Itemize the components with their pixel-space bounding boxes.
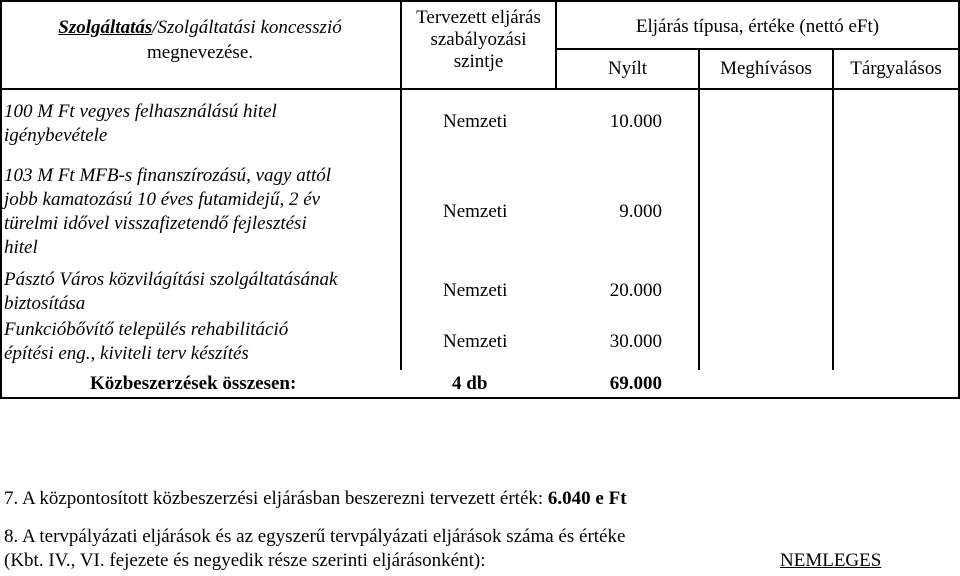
header-procedure-level bbox=[402, 7, 555, 73]
row-name-line: Pásztó Város közvilágítási szolgáltatásának bbox=[4, 269, 338, 290]
summary-label: Közbeszerzések összesen: bbox=[90, 373, 297, 394]
summary-total: 69.000 bbox=[609, 373, 662, 394]
row-name-line: hitel bbox=[4, 237, 38, 258]
table-row-name bbox=[4, 164, 331, 260]
header-service-label: Szolgáltatás bbox=[58, 17, 153, 38]
paragraph-7-text: 7. A központosított közbeszerzési eljárásban beszerezni tervezett érték: bbox=[4, 488, 548, 509]
row-value: 20.000 bbox=[609, 280, 662, 301]
row-level: Nemzeti bbox=[443, 331, 508, 352]
header-procedure-level-line2: szabályozási bbox=[430, 29, 527, 50]
paragraph-8-line1: 8. A tervpályázati eljárások és az egyszerű tervpályázati eljárások száma és értéke bbox=[4, 526, 626, 547]
row-level: Nemzeti bbox=[443, 280, 508, 301]
header-service-name-line2: megnevezése. bbox=[146, 42, 254, 63]
header-concession-label: /Szolgáltatási koncesszió bbox=[152, 17, 342, 38]
row-name-line: építési eng., kiviteli terv készítés bbox=[4, 343, 249, 364]
paragraph-8-value: NEMLEGES bbox=[780, 550, 882, 571]
table-row-name bbox=[4, 318, 288, 366]
header-procedure-level-line3: szintje bbox=[453, 51, 504, 72]
header-service-name bbox=[0, 17, 400, 39]
table-row-name bbox=[4, 268, 337, 316]
table-row-name bbox=[4, 100, 277, 148]
row-level: Nemzeti bbox=[443, 111, 508, 132]
row-name-line: igénybevétele bbox=[4, 125, 108, 146]
header-sub-meghivasos: Meghívásos bbox=[720, 58, 812, 79]
header-sub-targyalasos: Tárgyalásos bbox=[850, 58, 942, 79]
row-value: 9.000 bbox=[619, 201, 662, 222]
paragraph-7 bbox=[4, 487, 627, 511]
row-level: Nemzeti bbox=[443, 201, 508, 222]
paragraph-7-value: 6.040 e Ft bbox=[547, 488, 627, 509]
row-name-line: Funkcióbővítő település rehabilitáció bbox=[4, 319, 289, 340]
row-name-line: 103 M Ft MFB-s finanszírozású, vagy attól bbox=[4, 165, 332, 186]
header-procedure-type: Eljárás típusa, értéke (nettó eFt) bbox=[635, 16, 880, 37]
paragraph-8-line2: (Kbt. IV., VI. fejezete és negyedik része szerinti eljárásonként): bbox=[4, 550, 486, 571]
row-name-line: biztosítása bbox=[4, 293, 86, 314]
row-value: 30.000 bbox=[609, 331, 662, 352]
row-value: 10.000 bbox=[609, 111, 662, 132]
header-sub-nyilt: Nyílt bbox=[607, 58, 648, 79]
row-name-line: türelmi idővel visszafizetendő fejlesztési bbox=[4, 213, 307, 234]
summary-count: 4 db bbox=[452, 373, 488, 394]
row-name-line: jobb kamatozású 10 éves futamidejű, 2 év bbox=[4, 189, 321, 210]
header-procedure-level-line1: Tervezett eljárás bbox=[416, 7, 541, 28]
row-name-line: 100 M Ft vegyes felhasználású hitel bbox=[4, 101, 277, 122]
